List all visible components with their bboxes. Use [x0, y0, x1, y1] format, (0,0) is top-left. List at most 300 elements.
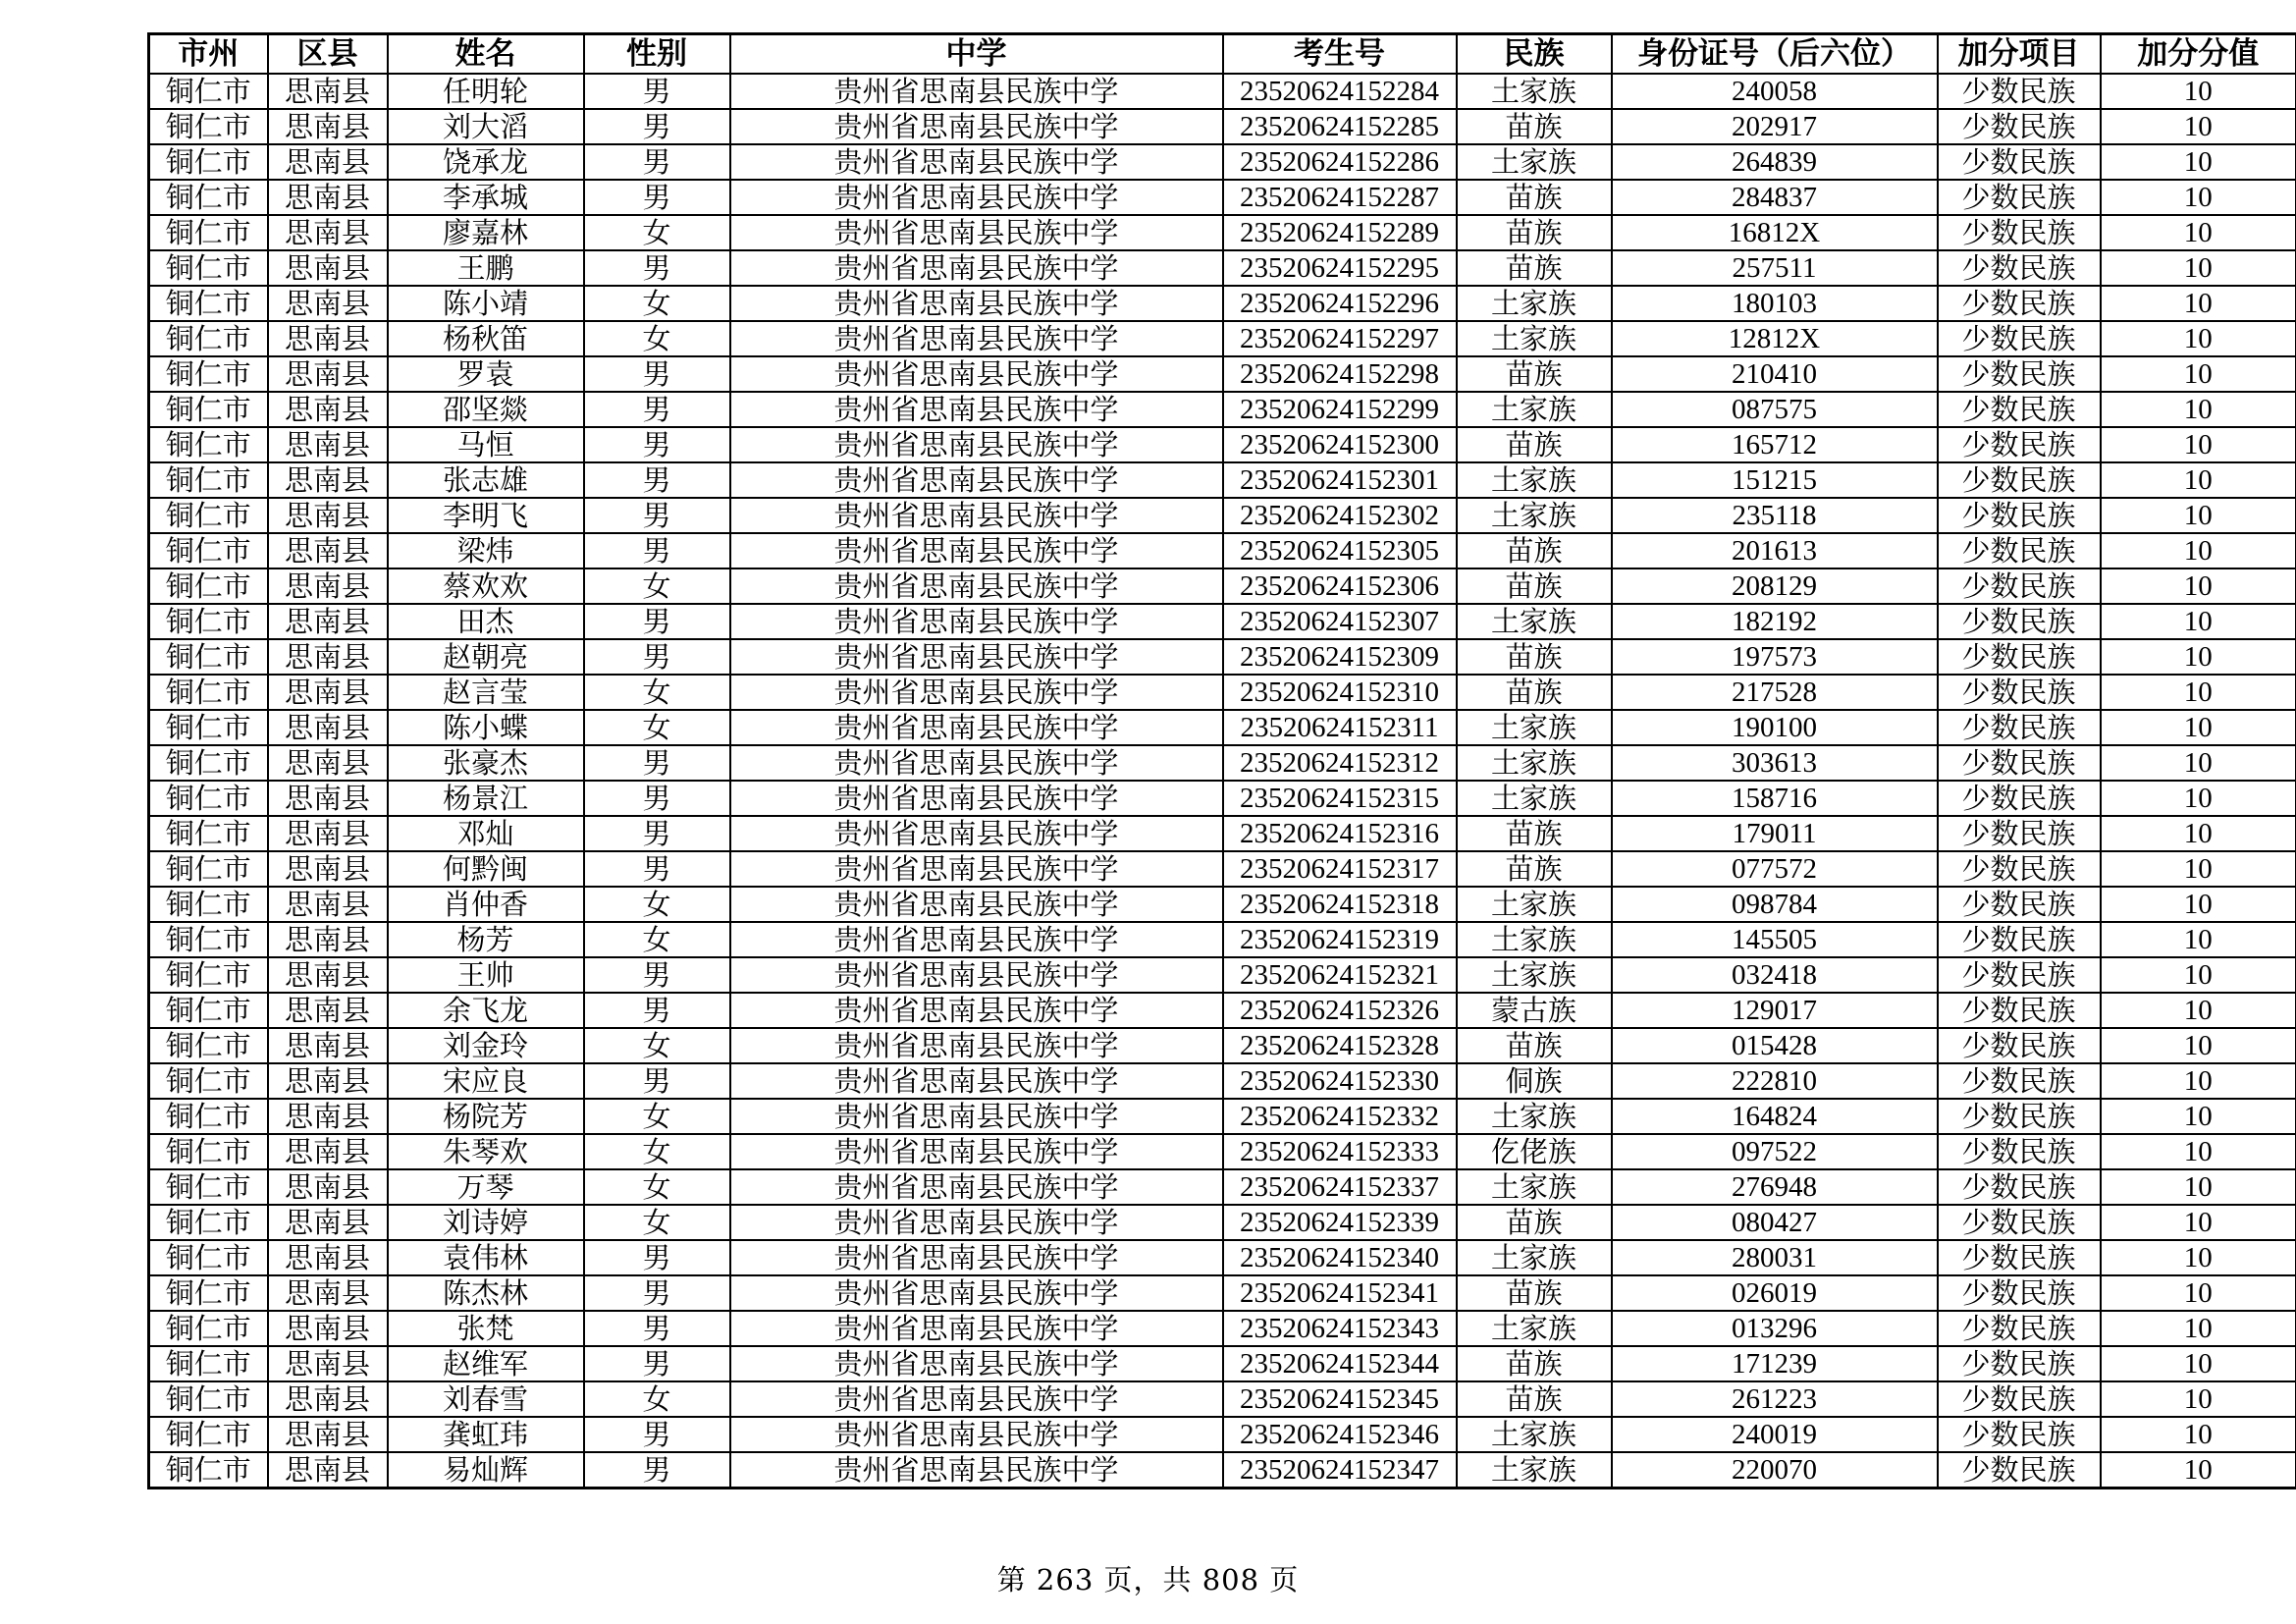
cell-school: 贵州省思南县民族中学: [730, 887, 1223, 922]
cell-county: 思南县: [268, 710, 388, 745]
cell-bonus-item: 少数民族: [1938, 286, 2101, 321]
cell-city: 铜仁市: [149, 1346, 268, 1381]
cell-id-last-six: 182192: [1612, 604, 1938, 639]
cell-exam-number: 23520624152343: [1223, 1311, 1457, 1346]
cell-ethnicity: 土家族: [1457, 321, 1612, 356]
table-row: [149, 957, 2296, 993]
cell-bonus-item: 少数民族: [1938, 568, 2101, 604]
cell-id-last-six: 158716: [1612, 781, 1938, 816]
cell-bonus-item: 少数民族: [1938, 498, 2101, 533]
cell-county: 思南县: [268, 250, 388, 286]
cell-name: 蔡欢欢: [388, 568, 584, 604]
cell-bonus-item: 少数民族: [1938, 851, 2101, 887]
cell-name: 赵维军: [388, 1346, 584, 1381]
cell-exam-number: 23520624152332: [1223, 1099, 1457, 1134]
table-row: [149, 250, 2296, 286]
cell-bonus-item: 少数民族: [1938, 109, 2101, 144]
page-footer: 第 263 页，共 808 页: [996, 1563, 1300, 1597]
table-row: [149, 568, 2296, 604]
cell-ethnicity: 土家族: [1457, 462, 1612, 498]
cell-city: 铜仁市: [149, 851, 268, 887]
cell-county: 思南县: [268, 392, 388, 427]
cell-gender: 男: [584, 993, 730, 1028]
cell-county: 思南县: [268, 568, 388, 604]
cell-city: 铜仁市: [149, 1381, 268, 1417]
cell-gender: 男: [584, 1063, 730, 1099]
cell-ethnicity: 苗族: [1457, 1028, 1612, 1063]
cell-school: 贵州省思南县民族中学: [730, 1205, 1223, 1240]
cell-id-last-six: 087575: [1612, 392, 1938, 427]
cell-bonus-points: 10: [2101, 745, 2296, 781]
cell-bonus-item: 少数民族: [1938, 1205, 2101, 1240]
cell-city: 铜仁市: [149, 993, 268, 1028]
cell-city: 铜仁市: [149, 781, 268, 816]
cell-county: 思南县: [268, 887, 388, 922]
header-gender: 性别: [584, 34, 730, 75]
cell-school: 贵州省思南县民族中学: [730, 356, 1223, 392]
cell-city: 铜仁市: [149, 1452, 268, 1489]
cell-bonus-points: 10: [2101, 1417, 2296, 1452]
cell-exam-number: 23520624152300: [1223, 427, 1457, 462]
cell-bonus-item: 少数民族: [1938, 745, 2101, 781]
header-id-last-six: 身份证号（后六位）: [1612, 34, 1938, 75]
cell-exam-number: 23520624152345: [1223, 1381, 1457, 1417]
cell-id-last-six: 171239: [1612, 1346, 1938, 1381]
cell-id-last-six: 217528: [1612, 675, 1938, 710]
cell-id-last-six: 032418: [1612, 957, 1938, 993]
table-row: [149, 922, 2296, 957]
cell-school: 贵州省思南县民族中学: [730, 498, 1223, 533]
cell-city: 铜仁市: [149, 675, 268, 710]
table-row: [149, 993, 2296, 1028]
cell-bonus-points: 10: [2101, 1381, 2296, 1417]
cell-gender: 男: [584, 356, 730, 392]
table-row: [149, 180, 2296, 215]
cell-bonus-points: 10: [2101, 710, 2296, 745]
cell-city: 铜仁市: [149, 710, 268, 745]
cell-name: 宋应良: [388, 1063, 584, 1099]
cell-id-last-six: 240019: [1612, 1417, 1938, 1452]
cell-ethnicity: 苗族: [1457, 1205, 1612, 1240]
cell-county: 思南县: [268, 1311, 388, 1346]
cell-ethnicity: 苗族: [1457, 675, 1612, 710]
cell-school: 贵州省思南县民族中学: [730, 1063, 1223, 1099]
cell-name: 田杰: [388, 604, 584, 639]
cell-city: 铜仁市: [149, 639, 268, 675]
cell-gender: 女: [584, 1099, 730, 1134]
header-name: 姓名: [388, 34, 584, 75]
cell-gender: 女: [584, 710, 730, 745]
cell-bonus-points: 10: [2101, 993, 2296, 1028]
cell-bonus-points: 10: [2101, 215, 2296, 250]
cell-ethnicity: 土家族: [1457, 781, 1612, 816]
cell-school: 贵州省思南县民族中学: [730, 1240, 1223, 1275]
cell-id-last-six: 165712: [1612, 427, 1938, 462]
cell-city: 铜仁市: [149, 1417, 268, 1452]
cell-name: 梁炜: [388, 533, 584, 568]
cell-exam-number: 23520624152318: [1223, 887, 1457, 922]
cell-bonus-points: 10: [2101, 321, 2296, 356]
cell-school: 贵州省思南县民族中学: [730, 957, 1223, 993]
table-row: [149, 1311, 2296, 1346]
cell-ethnicity: 苗族: [1457, 568, 1612, 604]
cell-gender: 男: [584, 1417, 730, 1452]
cell-county: 思南县: [268, 781, 388, 816]
cell-gender: 男: [584, 109, 730, 144]
cell-exam-number: 23520624152344: [1223, 1346, 1457, 1381]
cell-id-last-six: 240058: [1612, 74, 1938, 109]
cell-school: 贵州省思南县民族中学: [730, 180, 1223, 215]
cell-name: 朱琴欢: [388, 1134, 584, 1169]
cell-county: 思南县: [268, 957, 388, 993]
cell-city: 铜仁市: [149, 180, 268, 215]
cell-exam-number: 23520624152317: [1223, 851, 1457, 887]
cell-exam-number: 23520624152311: [1223, 710, 1457, 745]
cell-bonus-item: 少数民族: [1938, 1452, 2101, 1489]
cell-exam-number: 23520624152347: [1223, 1452, 1457, 1489]
cell-gender: 女: [584, 286, 730, 321]
cell-city: 铜仁市: [149, 1028, 268, 1063]
table-row: [149, 498, 2296, 533]
cell-gender: 男: [584, 392, 730, 427]
cell-county: 思南县: [268, 286, 388, 321]
header-city: 市州: [149, 34, 268, 75]
cell-school: 贵州省思南县民族中学: [730, 1346, 1223, 1381]
cell-gender: 女: [584, 1169, 730, 1205]
table-row: [149, 74, 2296, 109]
cell-school: 贵州省思南县民族中学: [730, 1311, 1223, 1346]
cell-id-last-six: 145505: [1612, 922, 1938, 957]
cell-gender: 女: [584, 922, 730, 957]
table-row: [149, 1205, 2296, 1240]
cell-exam-number: 23520624152330: [1223, 1063, 1457, 1099]
table-body: [149, 74, 2296, 1489]
cell-bonus-points: 10: [2101, 1134, 2296, 1169]
cell-school: 贵州省思南县民族中学: [730, 639, 1223, 675]
cell-city: 铜仁市: [149, 1205, 268, 1240]
cell-school: 贵州省思南县民族中学: [730, 1028, 1223, 1063]
table-row: [149, 1134, 2296, 1169]
cell-id-last-six: 013296: [1612, 1311, 1938, 1346]
cell-ethnicity: 土家族: [1457, 392, 1612, 427]
cell-county: 思南县: [268, 1205, 388, 1240]
cell-school: 贵州省思南县民族中学: [730, 1275, 1223, 1311]
cell-id-last-six: 210410: [1612, 356, 1938, 392]
cell-ethnicity: 土家族: [1457, 745, 1612, 781]
table-row: [149, 639, 2296, 675]
cell-bonus-points: 10: [2101, 180, 2296, 215]
cell-city: 铜仁市: [149, 1311, 268, 1346]
cell-school: 贵州省思南县民族中学: [730, 745, 1223, 781]
cell-exam-number: 23520624152321: [1223, 957, 1457, 993]
cell-name: 李承城: [388, 180, 584, 215]
cell-id-last-six: 16812X: [1612, 215, 1938, 250]
table-row: [149, 1346, 2296, 1381]
cell-ethnicity: 仡佬族: [1457, 1134, 1612, 1169]
cell-id-last-six: 264839: [1612, 144, 1938, 180]
cell-county: 思南县: [268, 356, 388, 392]
cell-ethnicity: 苗族: [1457, 639, 1612, 675]
cell-exam-number: 23520624152299: [1223, 392, 1457, 427]
cell-city: 铜仁市: [149, 144, 268, 180]
cell-bonus-item: 少数民族: [1938, 180, 2101, 215]
cell-bonus-points: 10: [2101, 957, 2296, 993]
cell-city: 铜仁市: [149, 215, 268, 250]
cell-bonus-points: 10: [2101, 604, 2296, 639]
cell-bonus-points: 10: [2101, 427, 2296, 462]
cell-county: 思南县: [268, 1063, 388, 1099]
cell-exam-number: 23520624152339: [1223, 1205, 1457, 1240]
cell-gender: 男: [584, 1346, 730, 1381]
cell-bonus-points: 10: [2101, 74, 2296, 109]
cell-county: 思南县: [268, 1099, 388, 1134]
cell-county: 思南县: [268, 1240, 388, 1275]
cell-name: 杨景江: [388, 781, 584, 816]
cell-name: 刘春雪: [388, 1381, 584, 1417]
cell-id-last-six: 257511: [1612, 250, 1938, 286]
cell-school: 贵州省思南县民族中学: [730, 993, 1223, 1028]
cell-id-last-six: 077572: [1612, 851, 1938, 887]
cell-id-last-six: 222810: [1612, 1063, 1938, 1099]
cell-gender: 男: [584, 851, 730, 887]
cell-id-last-six: 202917: [1612, 109, 1938, 144]
cell-ethnicity: 苗族: [1457, 250, 1612, 286]
cell-bonus-points: 10: [2101, 922, 2296, 957]
cell-gender: 男: [584, 604, 730, 639]
cell-bonus-points: 10: [2101, 1099, 2296, 1134]
cell-name: 龚虹玮: [388, 1417, 584, 1452]
cell-bonus-item: 少数民族: [1938, 462, 2101, 498]
cell-school: 贵州省思南县民族中学: [730, 1381, 1223, 1417]
cell-bonus-points: 10: [2101, 462, 2296, 498]
cell-gender: 男: [584, 1275, 730, 1311]
table-row: [149, 321, 2296, 356]
cell-bonus-points: 10: [2101, 1240, 2296, 1275]
cell-county: 思南县: [268, 427, 388, 462]
cell-exam-number: 23520624152284: [1223, 74, 1457, 109]
cell-ethnicity: 苗族: [1457, 109, 1612, 144]
cell-bonus-points: 10: [2101, 109, 2296, 144]
cell-city: 铜仁市: [149, 604, 268, 639]
cell-school: 贵州省思南县民族中学: [730, 1099, 1223, 1134]
cell-county: 思南县: [268, 462, 388, 498]
table-row: [149, 109, 2296, 144]
cell-county: 思南县: [268, 144, 388, 180]
cell-bonus-points: 10: [2101, 356, 2296, 392]
cell-name: 杨秋笛: [388, 321, 584, 356]
cell-exam-number: 23520624152301: [1223, 462, 1457, 498]
cell-id-last-six: 129017: [1612, 993, 1938, 1028]
cell-school: 贵州省思南县民族中学: [730, 851, 1223, 887]
cell-gender: 男: [584, 1240, 730, 1275]
cell-ethnicity: 土家族: [1457, 1240, 1612, 1275]
cell-gender: 女: [584, 1028, 730, 1063]
cell-bonus-points: 10: [2101, 1452, 2296, 1489]
cell-ethnicity: 苗族: [1457, 816, 1612, 851]
cell-exam-number: 23520624152302: [1223, 498, 1457, 533]
cell-city: 铜仁市: [149, 74, 268, 109]
cell-exam-number: 23520624152296: [1223, 286, 1457, 321]
table-row: [149, 1099, 2296, 1134]
cell-city: 铜仁市: [149, 745, 268, 781]
cell-city: 铜仁市: [149, 427, 268, 462]
cell-city: 铜仁市: [149, 392, 268, 427]
candidate-bonus-table: [147, 32, 2296, 1489]
cell-id-last-six: 026019: [1612, 1275, 1938, 1311]
cell-bonus-points: 10: [2101, 1169, 2296, 1205]
cell-county: 思南县: [268, 1169, 388, 1205]
cell-gender: 男: [584, 1452, 730, 1489]
cell-ethnicity: 土家族: [1457, 1169, 1612, 1205]
cell-county: 思南县: [268, 745, 388, 781]
header-county: 区县: [268, 34, 388, 75]
cell-county: 思南县: [268, 1134, 388, 1169]
cell-school: 贵州省思南县民族中学: [730, 109, 1223, 144]
cell-bonus-item: 少数民族: [1938, 356, 2101, 392]
table-row: [149, 816, 2296, 851]
cell-ethnicity: 苗族: [1457, 180, 1612, 215]
table-row: [149, 851, 2296, 887]
cell-name: 陈小靖: [388, 286, 584, 321]
cell-gender: 男: [584, 816, 730, 851]
cell-ethnicity: 苗族: [1457, 533, 1612, 568]
cell-name: 张梵: [388, 1311, 584, 1346]
cell-name: 袁伟林: [388, 1240, 584, 1275]
header-bonus-item: 加分项目: [1938, 34, 2101, 75]
table-row: [149, 1240, 2296, 1275]
cell-county: 思南县: [268, 109, 388, 144]
cell-gender: 女: [584, 568, 730, 604]
cell-name: 余飞龙: [388, 993, 584, 1028]
cell-bonus-item: 少数民族: [1938, 1169, 2101, 1205]
cell-bonus-points: 10: [2101, 1028, 2296, 1063]
cell-gender: 男: [584, 498, 730, 533]
cell-ethnicity: 土家族: [1457, 887, 1612, 922]
table-row: [149, 604, 2296, 639]
cell-exam-number: 23520624152333: [1223, 1134, 1457, 1169]
cell-name: 万琴: [388, 1169, 584, 1205]
cell-bonus-points: 10: [2101, 851, 2296, 887]
cell-city: 铜仁市: [149, 887, 268, 922]
cell-bonus-item: 少数民族: [1938, 1099, 2101, 1134]
cell-bonus-points: 10: [2101, 498, 2296, 533]
cell-city: 铜仁市: [149, 1063, 268, 1099]
cell-name: 何黔闽: [388, 851, 584, 887]
cell-name: 王帅: [388, 957, 584, 993]
cell-city: 铜仁市: [149, 109, 268, 144]
cell-school: 贵州省思南县民族中学: [730, 781, 1223, 816]
cell-exam-number: 23520624152346: [1223, 1417, 1457, 1452]
header-bonus-points: 加分分值: [2101, 34, 2296, 75]
cell-bonus-points: 10: [2101, 781, 2296, 816]
cell-bonus-item: 少数民族: [1938, 1311, 2101, 1346]
table-row: [149, 462, 2296, 498]
cell-school: 贵州省思南县民族中学: [730, 250, 1223, 286]
cell-bonus-item: 少数民族: [1938, 1346, 2101, 1381]
cell-bonus-points: 10: [2101, 568, 2296, 604]
cell-city: 铜仁市: [149, 1275, 268, 1311]
cell-id-last-six: 015428: [1612, 1028, 1938, 1063]
cell-gender: 女: [584, 1205, 730, 1240]
table-row: [149, 356, 2296, 392]
cell-bonus-item: 少数民族: [1938, 1381, 2101, 1417]
cell-school: 贵州省思南县民族中学: [730, 392, 1223, 427]
cell-bonus-points: 10: [2101, 639, 2296, 675]
cell-bonus-item: 少数民族: [1938, 1240, 2101, 1275]
cell-id-last-six: 151215: [1612, 462, 1938, 498]
cell-bonus-points: 10: [2101, 1063, 2296, 1099]
cell-name: 张豪杰: [388, 745, 584, 781]
cell-city: 铜仁市: [149, 568, 268, 604]
cell-school: 贵州省思南县民族中学: [730, 321, 1223, 356]
cell-exam-number: 23520624152340: [1223, 1240, 1457, 1275]
table-row: [149, 427, 2296, 462]
cell-city: 铜仁市: [149, 922, 268, 957]
cell-ethnicity: 土家族: [1457, 144, 1612, 180]
cell-school: 贵州省思南县民族中学: [730, 568, 1223, 604]
table-row: [149, 1417, 2296, 1452]
cell-id-last-six: 235118: [1612, 498, 1938, 533]
cell-exam-number: 23520624152286: [1223, 144, 1457, 180]
cell-name: 王鹏: [388, 250, 584, 286]
cell-name: 杨芳: [388, 922, 584, 957]
cell-exam-number: 23520624152312: [1223, 745, 1457, 781]
cell-exam-number: 23520624152305: [1223, 533, 1457, 568]
cell-city: 铜仁市: [149, 1134, 268, 1169]
table-row: [149, 215, 2296, 250]
cell-school: 贵州省思南县民族中学: [730, 215, 1223, 250]
cell-name: 李明飞: [388, 498, 584, 533]
cell-gender: 男: [584, 533, 730, 568]
cell-school: 贵州省思南县民族中学: [730, 462, 1223, 498]
cell-ethnicity: 苗族: [1457, 356, 1612, 392]
cell-county: 思南县: [268, 993, 388, 1028]
table-header-row: [149, 34, 2296, 75]
cell-name: 饶承龙: [388, 144, 584, 180]
cell-school: 贵州省思南县民族中学: [730, 74, 1223, 109]
cell-bonus-item: 少数民族: [1938, 74, 2101, 109]
cell-exam-number: 23520624152289: [1223, 215, 1457, 250]
cell-county: 思南县: [268, 816, 388, 851]
cell-county: 思南县: [268, 1452, 388, 1489]
cell-id-last-six: 12812X: [1612, 321, 1938, 356]
cell-name: 任明轮: [388, 74, 584, 109]
cell-id-last-six: 179011: [1612, 816, 1938, 851]
cell-id-last-six: 098784: [1612, 887, 1938, 922]
cell-ethnicity: 土家族: [1457, 922, 1612, 957]
cell-county: 思南县: [268, 1028, 388, 1063]
cell-bonus-item: 少数民族: [1938, 675, 2101, 710]
cell-bonus-item: 少数民族: [1938, 1028, 2101, 1063]
table-row: [149, 1028, 2296, 1063]
cell-id-last-six: 208129: [1612, 568, 1938, 604]
header-ethnicity: 民族: [1457, 34, 1612, 75]
cell-county: 思南县: [268, 851, 388, 887]
cell-city: 铜仁市: [149, 816, 268, 851]
cell-exam-number: 23520624152306: [1223, 568, 1457, 604]
cell-ethnicity: 土家族: [1457, 1452, 1612, 1489]
cell-gender: 男: [584, 427, 730, 462]
cell-county: 思南县: [268, 1381, 388, 1417]
cell-id-last-six: 180103: [1612, 286, 1938, 321]
cell-bonus-item: 少数民族: [1938, 321, 2101, 356]
table-row: [149, 533, 2296, 568]
cell-bonus-item: 少数民族: [1938, 427, 2101, 462]
cell-bonus-item: 少数民族: [1938, 1063, 2101, 1099]
cell-bonus-points: 10: [2101, 144, 2296, 180]
cell-school: 贵州省思南县民族中学: [730, 816, 1223, 851]
cell-bonus-item: 少数民族: [1938, 993, 2101, 1028]
